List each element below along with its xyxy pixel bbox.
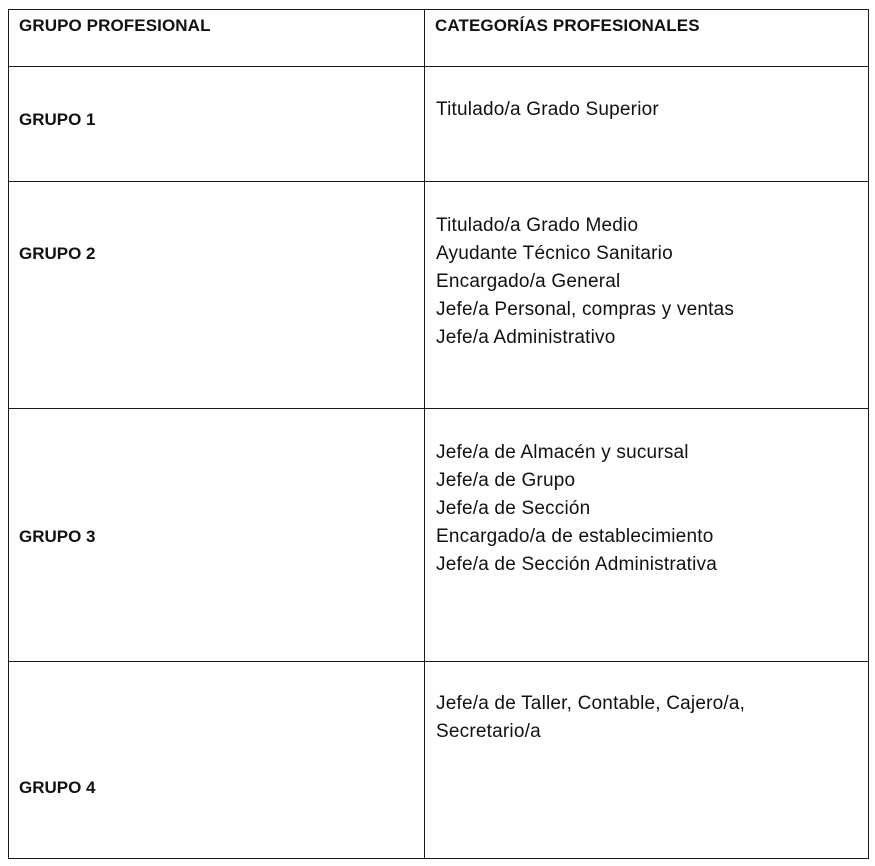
category-item: Jefe/a de Almacén y sucursal [436,442,689,463]
group-cell [9,67,425,182]
group-label: GRUPO 1 [19,110,96,129]
group-label: GRUPO 4 [19,778,96,797]
category-item: Jefe/a Administrativo [436,327,616,348]
professional-groups-table [8,9,869,859]
table-header-row [9,10,869,67]
category-item: Jefe/a de Sección [436,498,591,519]
table-row [9,662,869,859]
header-cell-group [9,10,425,67]
header-group-label: GRUPO PROFESIONAL [19,16,211,35]
categories-cell [425,67,869,182]
categories-cell [425,409,869,662]
category-item: Jefe/a de Taller, Contable, Cajero/a, [436,693,746,714]
group-label: GRUPO 3 [19,527,96,546]
category-list [436,690,862,746]
header-categories-label: CATEGORÍAS PROFESIONALES [435,16,700,35]
category-item: Jefe/a Personal, compras y ventas [436,299,735,320]
category-item: Encargado/a de establecimiento [436,526,714,547]
group-cell [9,182,425,409]
group-label: GRUPO 2 [19,244,96,263]
category-item: Secretario/a [436,721,541,742]
category-item: Titulado/a Grado Superior [436,99,659,120]
category-item: Titulado/a Grado Medio [436,215,639,236]
table-row [9,409,869,662]
category-list [436,212,862,352]
categories-cell [425,182,869,409]
table-row [9,182,869,409]
category-list [436,439,862,579]
categories-cell [425,662,869,859]
category-item: Jefe/a de Grupo [436,470,576,491]
category-item: Ayudante Técnico Sanitario [436,243,673,264]
group-cell [9,662,425,859]
category-list [436,96,862,124]
category-item: Jefe/a de Sección Administrativa [436,554,717,575]
table-row [9,67,869,182]
category-item: Encargado/a General [436,271,621,292]
group-cell [9,409,425,662]
header-cell-categories [425,10,869,67]
